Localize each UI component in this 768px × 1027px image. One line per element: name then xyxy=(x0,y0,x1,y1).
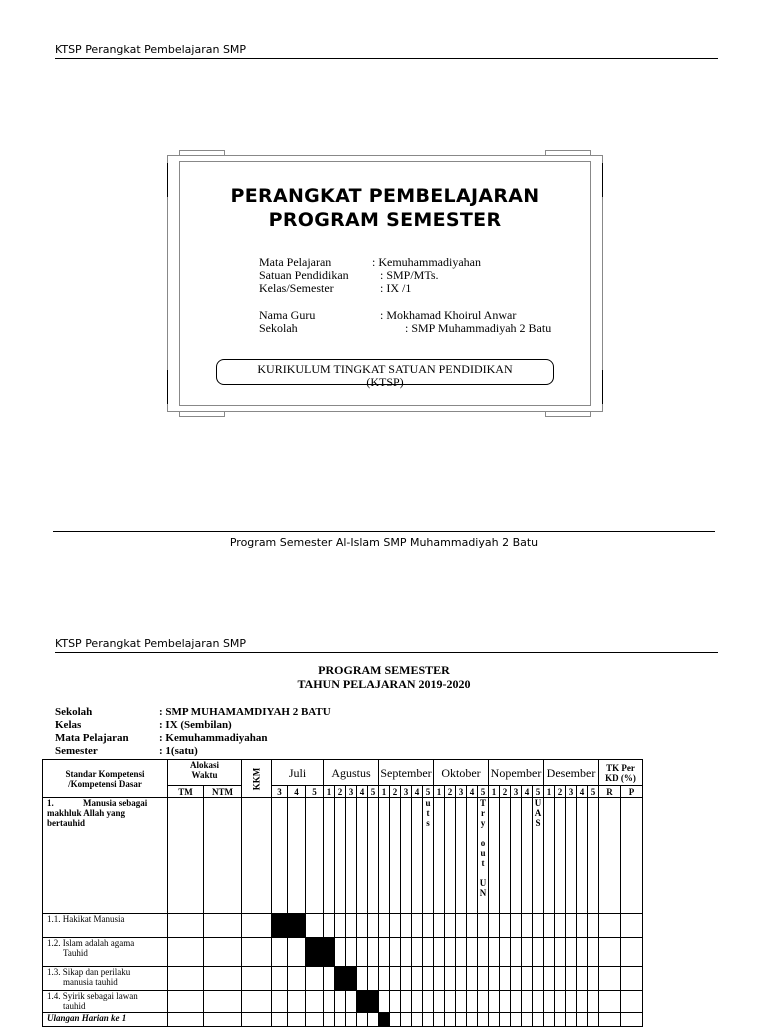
tryout-un-marker: T r y o u t U N xyxy=(478,798,489,914)
schedule-block xyxy=(324,938,335,967)
info-value: : SMP/MTs. xyxy=(380,268,439,282)
month-desember: Desember xyxy=(544,760,599,786)
cover-title-line2: PROGRAM SEMESTER xyxy=(268,209,502,231)
info-label: Sekolah xyxy=(259,321,298,335)
schedule-block xyxy=(306,938,324,967)
week-cell: 3 xyxy=(401,786,412,798)
month-nopember: Nopember xyxy=(489,760,544,786)
schedule-block xyxy=(272,914,288,938)
info-label: Kelas/Semester xyxy=(259,281,334,295)
ulangan-harian-row: Ulangan Harian ke 1 xyxy=(43,1013,168,1027)
ktsp-line2: (KTSP) xyxy=(366,375,404,389)
week-cell: 5 xyxy=(306,786,324,798)
info-value: : 1(satu) xyxy=(159,745,198,757)
info-label: Satuan Pendidikan xyxy=(259,268,349,282)
page2-info xyxy=(55,706,455,758)
header-tk-per-kd: TK Per KD (%) xyxy=(599,760,643,786)
week-cell: 3 xyxy=(511,786,522,798)
week-cell: 2 xyxy=(555,786,566,798)
month-september: September xyxy=(379,760,434,786)
week-cell: 2 xyxy=(500,786,511,798)
ktsp-line1: KURIKULUM TINGKAT SATUAN PENDIDIKAN xyxy=(257,362,513,376)
header-kkm: KKM xyxy=(242,760,272,798)
week-cell: 1 xyxy=(544,786,555,798)
cover-title xyxy=(167,184,603,232)
page-header: KTSP Perangkat Pembelajaran SMP xyxy=(55,43,718,59)
info-value: : Mokhamad Khoirul Anwar xyxy=(380,308,517,322)
program-semester-table xyxy=(42,759,643,1027)
header-alokasi-waktu: Alokasi Waktu xyxy=(168,760,242,786)
cover-title-line1: PERANGKAT PEMBELAJARAN xyxy=(230,185,540,207)
kd-row-1-1: 1.1. Hakikat Manusia xyxy=(43,914,168,938)
ktsp-box xyxy=(216,359,554,389)
week-cell: 2 xyxy=(390,786,401,798)
month-oktober: Oktober xyxy=(434,760,489,786)
schedule-block xyxy=(357,991,368,1013)
week-cell: 1 xyxy=(379,786,390,798)
header-standar-kompetensi: Standar Kompetensi /Kompetensi Dasar xyxy=(43,760,168,798)
info-label: Kelas xyxy=(55,719,82,731)
week-cell: 2 xyxy=(445,786,456,798)
week-cell: 5 xyxy=(533,786,544,798)
page2-title-line2: TAHUN PELAJARAN 2019-2020 xyxy=(297,677,471,691)
info-label: Mata Pelajaran xyxy=(55,732,129,744)
week-cell: 3 xyxy=(456,786,467,798)
page2-title xyxy=(0,663,768,691)
page-footer: Program Semester Al-Islam SMP Muhammadiyah 2 Batu xyxy=(53,531,715,549)
header-ntm: NTM xyxy=(204,786,242,798)
week-cell: 1 xyxy=(434,786,445,798)
kd-row-1-4: 1.4. Syirik sebagai lawan tauhid xyxy=(43,991,168,1013)
month-juli: Juli xyxy=(272,760,324,786)
uas-marker: U A S xyxy=(533,798,544,914)
info-value: : SMP Muhammadiyah 2 Batu xyxy=(405,321,552,335)
week-cell: 4 xyxy=(288,786,306,798)
week-cell: 5 xyxy=(368,786,379,798)
cover-info-2 xyxy=(259,309,579,335)
info-label: Mata Pelajaran xyxy=(259,255,332,269)
kd-row-1-3: 1.3. Sikap dan perilaku manusia tauhid xyxy=(43,967,168,991)
month-agustus: Agustus xyxy=(324,760,379,786)
info-label: Semester xyxy=(55,745,98,757)
week-cell: 3 xyxy=(566,786,577,798)
sk-cell: 1. Manusia sebagai makhluk Allah yang bertauhid xyxy=(43,798,168,914)
week-cell: 4 xyxy=(467,786,478,798)
info-value: : SMP MUHAMAMDIYAH 2 BATU xyxy=(159,706,331,718)
header-tm: TM xyxy=(168,786,204,798)
week-cell: 5 xyxy=(478,786,489,798)
week-cell: 4 xyxy=(577,786,588,798)
week-cell: 4 xyxy=(412,786,423,798)
info-value: : Kemuhammadiyahan xyxy=(159,732,268,744)
info-label: Nama Guru xyxy=(259,308,316,322)
week-cell: 4 xyxy=(357,786,368,798)
header-p: P xyxy=(621,786,643,798)
schedule-block xyxy=(368,991,379,1013)
uts-marker: u t s xyxy=(423,798,434,914)
week-cell: 4 xyxy=(522,786,533,798)
schedule-block xyxy=(346,967,357,991)
info-label: Sekolah xyxy=(55,706,93,718)
week-cell: 1 xyxy=(324,786,335,798)
page2-header: KTSP Perangkat Pembelajaran SMP xyxy=(55,637,718,653)
info-value: : Kemuhammadiyahan xyxy=(372,255,481,269)
week-cell: 5 xyxy=(423,786,434,798)
header-r: R xyxy=(599,786,621,798)
week-cell: 1 xyxy=(489,786,500,798)
week-cell: 3 xyxy=(272,786,288,798)
schedule-block xyxy=(288,914,306,938)
week-cell: 2 xyxy=(335,786,346,798)
page2-title-line1: PROGRAM SEMESTER xyxy=(318,663,450,677)
schedule-block xyxy=(335,967,346,991)
kd-row-1-2: 1.2. Islam adalah agama Tauhid xyxy=(43,938,168,967)
cover-info-1 xyxy=(259,255,481,295)
week-cell: 3 xyxy=(346,786,357,798)
week-cell: 5 xyxy=(588,786,599,798)
info-value: : IX /1 xyxy=(380,281,412,295)
info-value: : IX (Sembilan) xyxy=(159,719,232,731)
schedule-block xyxy=(379,1013,390,1027)
